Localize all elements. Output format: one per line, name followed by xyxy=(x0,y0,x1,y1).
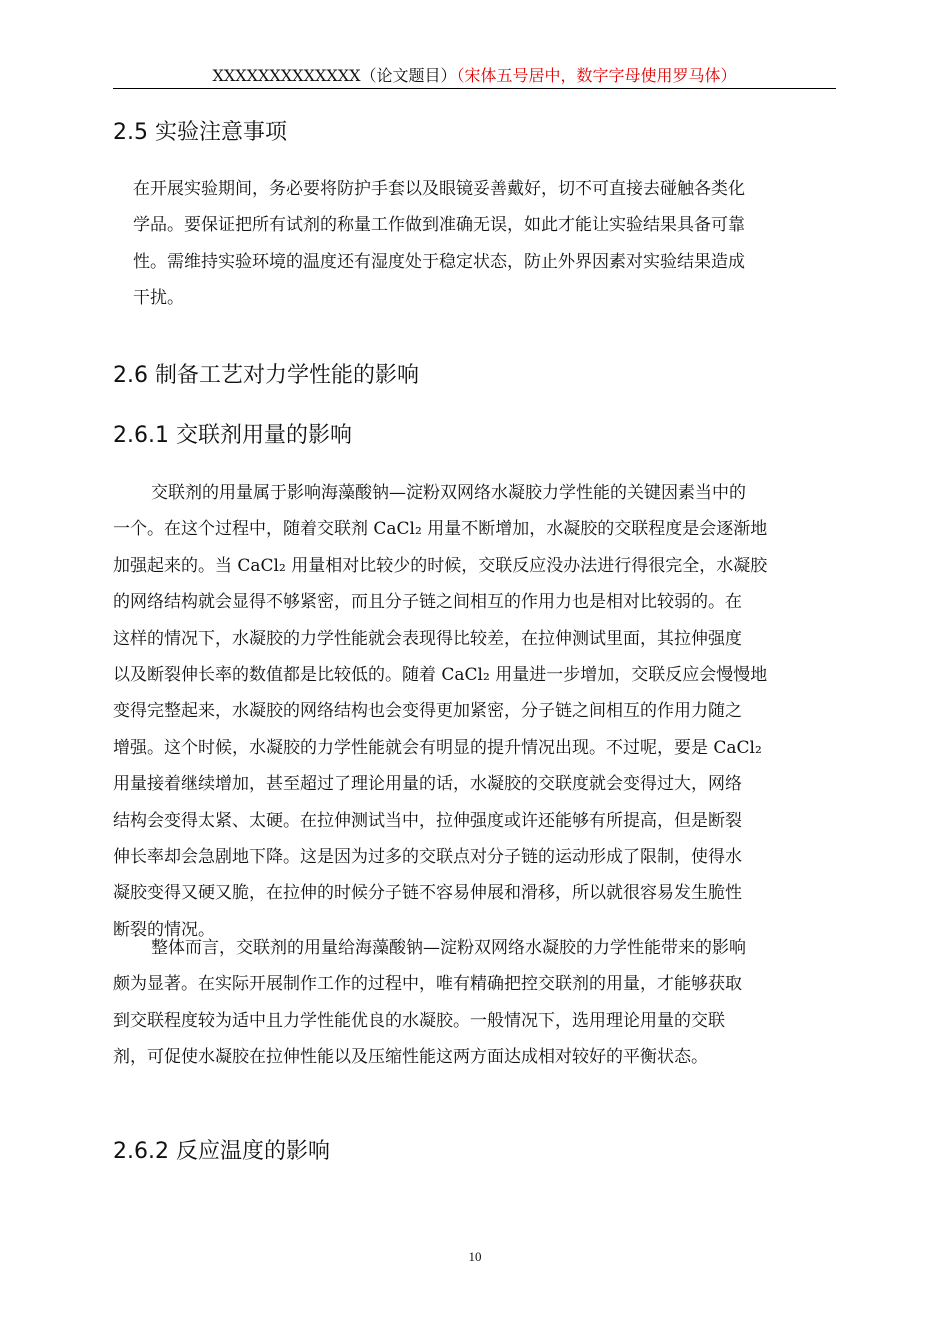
paragraph-crosslinker-1 xyxy=(113,475,836,948)
paragraph-line: 伸长率却会急剧地下降。这是因为过多的交联点对分子链的运动形成了限制，使得水 xyxy=(113,846,742,867)
heading-2-6-2: 2.6.2 反应温度的影响 xyxy=(113,1139,330,1164)
paragraph-line: 用量接着继续增加，甚至超过了理论用量的话，水凝胶的交联度就会变得过大，网络 xyxy=(113,774,742,795)
paragraph-line: 断裂的情况。 xyxy=(113,919,215,940)
paragraph-line: 的网络结构就会显得不够紧密，而且分子链之间相互的作用力也是相对比较弱的。在 xyxy=(113,592,742,613)
paragraph-line: 结构会变得太紧、太硬。在拉伸测试当中，拉伸强度或许还能够有所提高，但是断裂 xyxy=(113,810,742,831)
running-header xyxy=(113,66,836,86)
paragraph-line: 整体而言，交联剂的用量给海藻酸钠—淀粉双网络水凝胶的力学性能带来的影响 xyxy=(151,938,746,958)
paragraph-crosslinker-2 xyxy=(113,930,836,1076)
paragraph-line: 凝胶变得又硬又脆，在拉伸的时候分子链不容易伸展和滑移，所以就很容易发生脆性 xyxy=(113,883,742,904)
header-format-note: （宋体五号居中，数字字母使用罗马体） xyxy=(456,66,737,85)
paragraph-line: 性。需维持实验环境的温度还有湿度处于稳定状态，防止外界因素对实验结果造成 xyxy=(133,251,745,272)
heading-2-6: 2.6 制备工艺对力学性能的影响 xyxy=(113,363,419,388)
paragraph-2-5 xyxy=(133,171,836,317)
paragraph-line: 一个。在这个过程中，随着交联剂 CaCl₂ 用量不断增加，水凝胶的交联程度是会逐渐地 xyxy=(113,519,768,540)
paragraph-line: 干扰。 xyxy=(133,288,184,309)
paragraph-line: 颇为显著。在实际开展制作工作的过程中，唯有精确把控交联剂的用量，才能够获取 xyxy=(113,974,742,995)
heading-2-5: 2.5 实验注意事项 xyxy=(113,120,287,145)
paragraph-line: 在开展实验期间，务必要将防护手套以及眼镜妥善戴好，切不可直接去碰触各类化 xyxy=(133,179,745,199)
paragraph-line: 加强起来的。当 CaCl₂ 用量相对比较少的时候，交联反应没办法进行得很完全，水凝胶 xyxy=(113,555,768,576)
paragraph-line: 到交联程度较为适中且力学性能优良的水凝胶。一般情况下，选用理论用量的交联 xyxy=(113,1010,725,1031)
paragraph-line: 这样的情况下，水凝胶的力学性能就会表现得比较差，在拉伸测试里面，其拉伸强度 xyxy=(113,628,742,649)
header-title: XXXXXXXXXXXXX（论文题目） xyxy=(212,66,457,85)
heading-2-6-1: 2.6.1 交联剂用量的影响 xyxy=(113,423,352,448)
header-rule xyxy=(113,88,836,89)
paragraph-line: 学品。要保证把所有试剂的称量工作做到准确无误，如此才能让实验结果具备可靠 xyxy=(133,215,745,236)
paragraph-line: 增强。这个时候，水凝胶的力学性能就会有明显的提升情况出现。不过呢，要是 CaCl₂ xyxy=(113,737,762,758)
paragraph-line: 交联剂的用量属于影响海藻酸钠—淀粉双网络水凝胶力学性能的关键因素当中的 xyxy=(151,483,746,503)
paragraph-line: 变得完整起来，水凝胶的网络结构也会变得更加紧密，分子链之间相互的作用力随之 xyxy=(113,701,742,722)
paragraph-line: 剂，可促使水凝胶在拉伸性能以及压缩性能这两方面达成相对较好的平衡状态。 xyxy=(113,1047,708,1068)
paragraph-line: 以及断裂伸长率的数值都是比较低的。随着 CaCl₂ 用量进一步增加，交联反应会慢慢地 xyxy=(113,664,768,685)
page-number: 10 xyxy=(468,1249,482,1264)
